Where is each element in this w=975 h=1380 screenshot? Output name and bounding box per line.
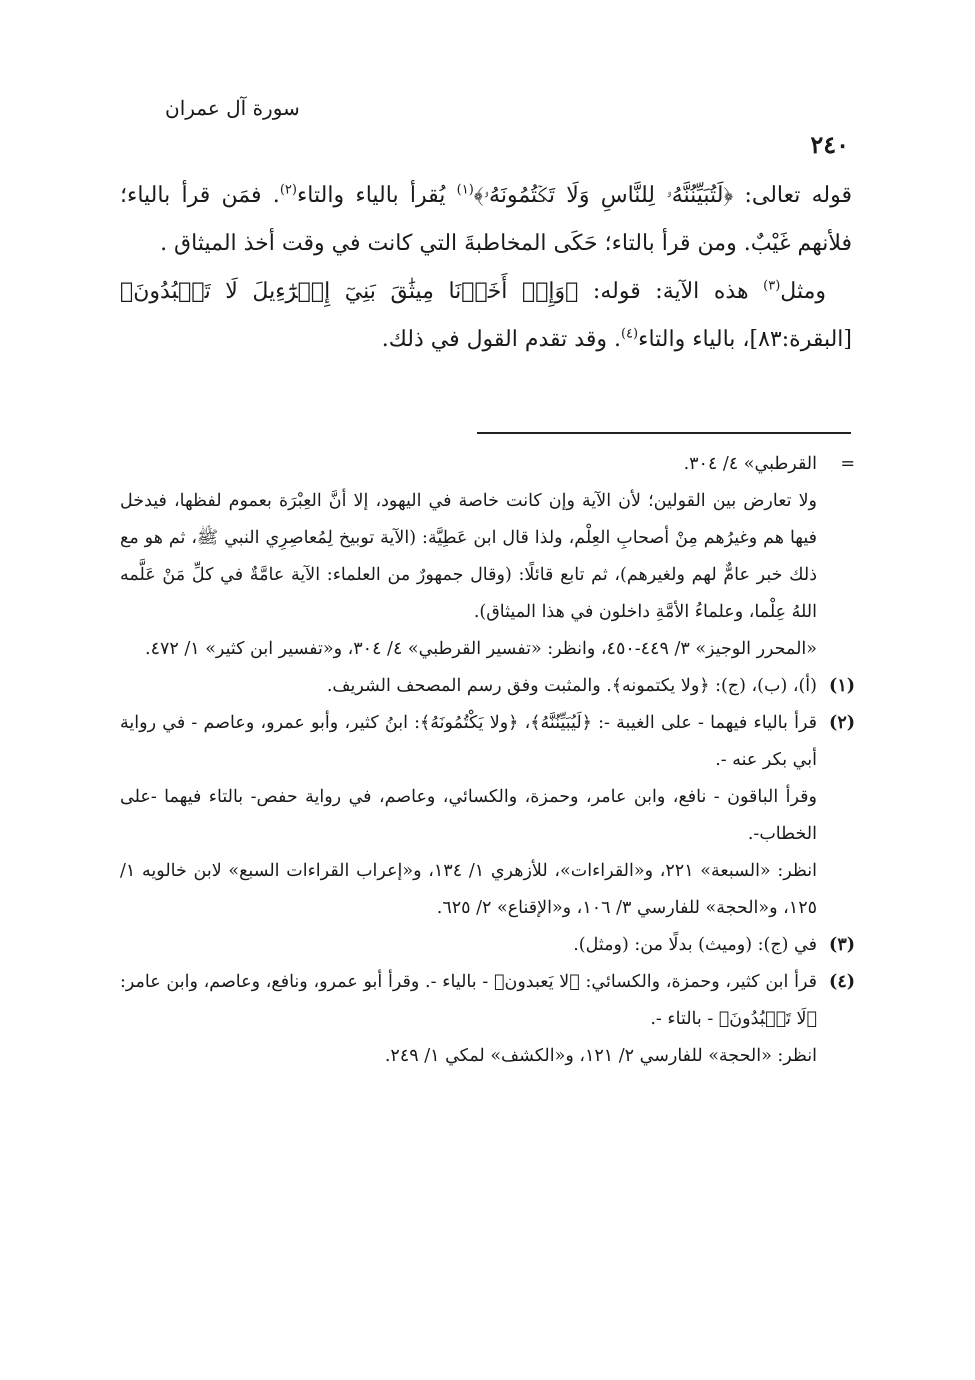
footnote-4 <box>120 964 855 1075</box>
footnote-ref-1: (١) <box>456 182 474 198</box>
footnote-line: قرأ بالياء فيهما - على الغيبة -: ﴿لَيُبَيِّنُنَّهُ﴾، ﴿ولا يَكْتُمُونَهُ﴾: ابنُ كثير، وأبو عمرو، وعاصم - في رواية أبي بكر عنه -. <box>120 713 817 770</box>
footnote-separator <box>477 432 851 434</box>
footnote-ref-2: (٢) <box>279 182 297 198</box>
main-paragraph-2: ومثل$^{(٣)}$ هذه الآية: قوله: ﴿وَإِذۡ أَخَذۡنَا مِيثَٰقَ بَنِيٓ إِسۡرَٰٓءِيلَ لَا تَعۡبُدُونَ﴾ [البقرة:٨٣]، بالياء والتاء$^{(٤)}$. وقد تقدم القول في ذلك. <box>120 278 852 352</box>
footnote-quote-reference: «المحرر الوجيز» ٣/ ٤٤٩-٤٥٠، وانظر: «تفسير القرطبي» ٤/ ٣٠٤، و«تفسير ابن كثير» ١/ ٤٧٢. <box>144 639 817 659</box>
continuation-mark: = <box>840 454 855 474</box>
quran-verse: ﴿لَتُبَيِّنُنَّهُۥ لِلنَّاسِ وَلَا تَكۡتُمُونَهُۥ﴾ <box>473 183 734 208</box>
running-header-title: سورة آل عمران <box>165 96 300 120</box>
main-paragraph-1: قوله تعالى: ﴿لَتُبَيِّنُنَّهُۥ لِلنَّاسِ وَلَا تَكۡتُمُونَهُۥ﴾$^{(١)}$ يُقرأ بالياء والتاء$^{(٢)}$. فمَن قرأ بالياء؛ فلأنهم غَيْبٌ. ومن قرأ بالتاء؛ حَكَى المخاطبةَ التي كانت في وقت أخذ الميثاق . <box>120 182 852 256</box>
footnote-line: (أ)، (ب)، (ج): ﴿ولا يكتمونه﴾. والمثبت وفق رسم المصحف الشريف. <box>326 676 817 696</box>
main-text <box>120 172 852 364</box>
footnotes-area <box>120 446 855 1075</box>
footnote-line: انظر: «الحجة» للفارسي ٢/ ١٢١، و«الكشف» لمكي ١/ ٢٤٩. <box>384 1046 817 1066</box>
footnote-number: (١) <box>829 676 855 696</box>
footnote-line: انظر: «السبعة» ٢٢١، و«القراءات»، للأزهري ١/ ١٣٤، و«إعراب القراءات السبع» لابن خالويه ١/ ١٢٥، و«الحجة» للفارسي ٣/ ١٠٦، و«الإقناع» ٢/ ٦٢٥. <box>120 861 817 918</box>
footnote-2 <box>120 705 855 927</box>
footnote-quote-block: ولا تعارض بين القولين؛ لأن الآية وإن كانت خاصة في اليهود، إلا أنَّ العِبْرَة بعموم لفظها، فيدخل فيها هم وغيرُهم مِنْ أصحابِ العِلْم، ولذا قال ابن عَطِيَّة: (الآية توبيخ لِمُعاصِرِي النبي ﷺ، ثم هو مع ذلك خبر عامٌّ لهم ولغيرهم)، ثم تابع قائلًا: (وقال جمهورٌ من العلماء: الآية عامَّةٌ في كلِّ مَنْ عَلَّمه اللهُ عِلْما، وعلماءُ الأمَّةِ داخلون في هذا الميثاق). <box>120 491 817 622</box>
footnote-line: وقرأ الباقون - نافع، وابن عامر، وحمزة، والكسائي، وعاصم، في رواية حفص- بالتاء فيهما -على الخطاب-. <box>120 787 817 844</box>
footnote-1 <box>120 668 855 705</box>
footnote-continuation: = القرطبي» ٤/ ٣٠٤. <box>120 446 855 483</box>
footnote-line: في (ج): (وميث) بدلًا من: (ومثل). <box>573 935 817 955</box>
quran-verse: ﴿وَإِذۡ أَخَذۡنَا مِيثَٰقَ بَنِيٓ إِسۡرَٰٓءِيلَ لَا تَعۡبُدُونَ﴾ <box>120 279 579 304</box>
footnote-3 <box>120 927 855 964</box>
footnote-number: (٤) <box>829 972 855 992</box>
footnote-number: (٣) <box>829 935 855 955</box>
page-number: ٢٤٠ <box>810 130 849 159</box>
footnote-line: قرأ ابن كثير، وحمزة، والكسائي: ﴿لا يَعبدون﴾ - بالياء -. وقرأ أبو عمرو، ونافع، وعاصم، وابن عامر: ﴿لَا تَعۡبُدُونَ﴾ - بالتاء -. <box>120 972 817 1029</box>
footnote-ref-4: (٤) <box>620 326 639 342</box>
footnote-ref-3: (٣) <box>763 278 781 294</box>
footnote-number: (٢) <box>829 713 855 733</box>
